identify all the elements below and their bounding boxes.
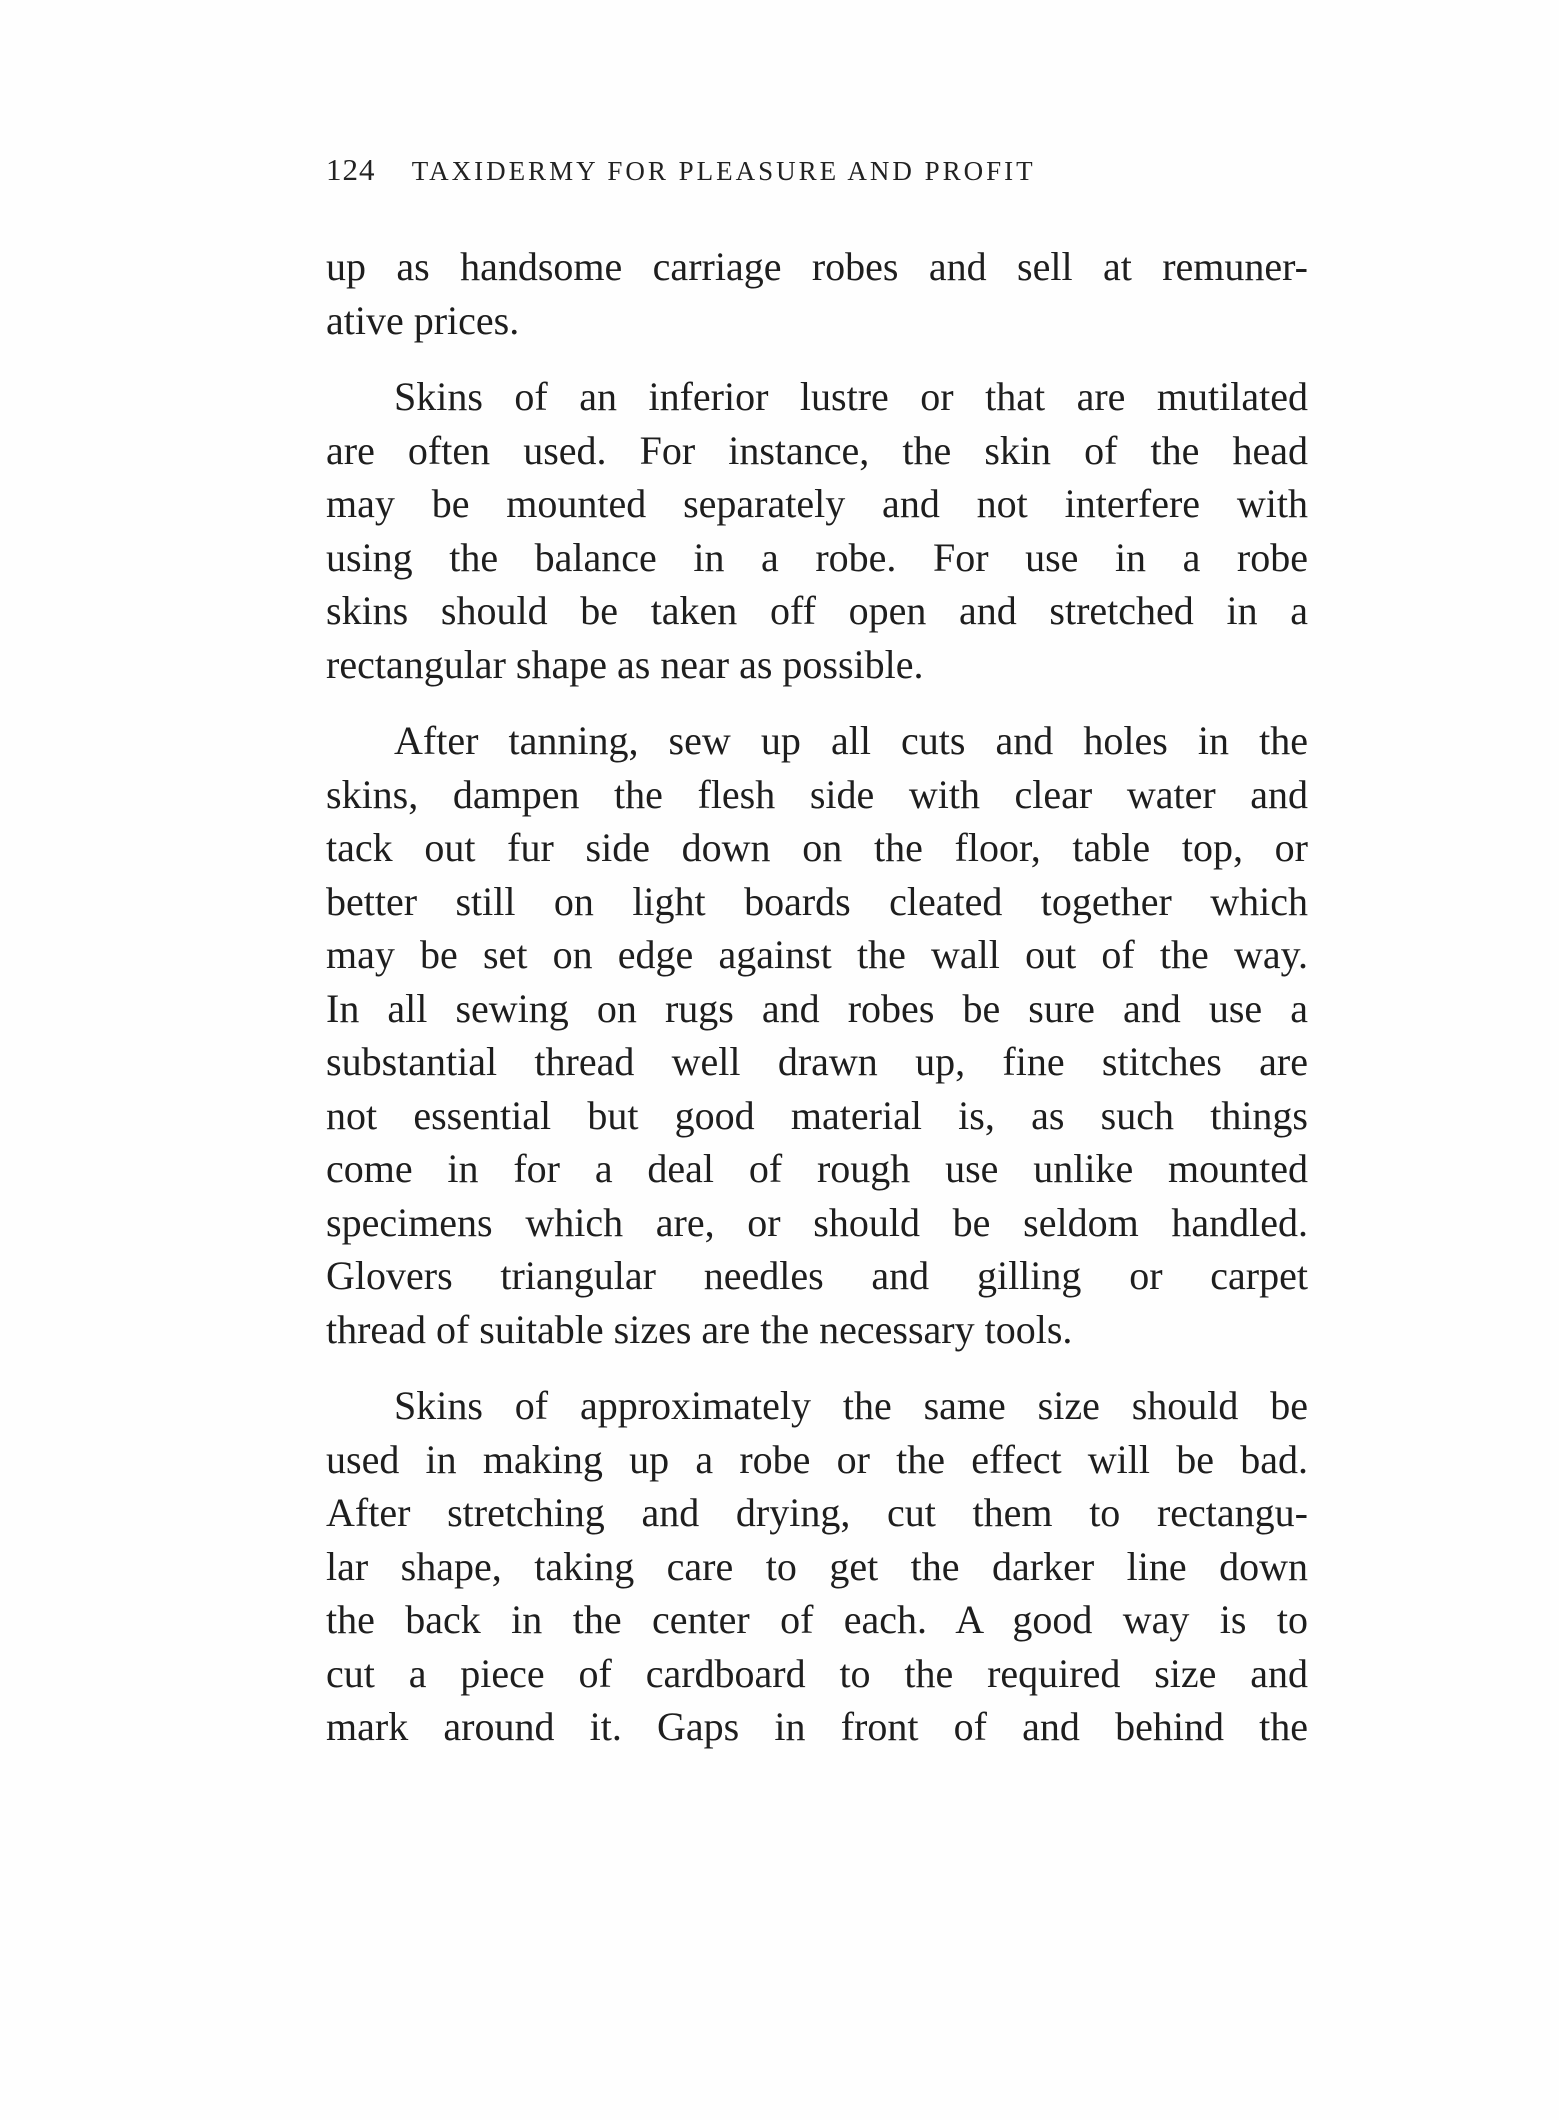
text-line: may be set on edge against the wall out of the way.: [326, 932, 1308, 977]
text-line: not essential but good material is, as such things: [326, 1092, 1308, 1138]
text-line: come in for a deal of rough use unlike mounted: [326, 1146, 1308, 1191]
text-line: are often used. For instance, the skin of the head: [326, 427, 1308, 473]
text-line: up as handsome carriage robes and sell at remuner-: [326, 244, 1308, 289]
text-line: Skins of an inferior lustre or that are mutilated: [394, 374, 1308, 419]
text-line: skins, dampen the flesh side with clear water and: [326, 771, 1308, 817]
body-text: [326, 240, 1308, 1754]
text-line: ative prices.: [326, 297, 520, 343]
text-line: better still on light boards cleated together which: [326, 878, 1308, 924]
paragraph: [326, 1379, 1308, 1754]
text-line: Glovers triangular needles and gilling or carpet: [326, 1253, 1308, 1298]
running-head: [326, 148, 1326, 192]
text-line: tack out fur side down on the floor, table top, or: [326, 825, 1308, 870]
text-line: Skins of approximately the same size should be: [394, 1383, 1308, 1428]
text-line: rectangular shape as near as possible.: [326, 641, 924, 687]
running-title: TAXIDERMY FOR PLEASURE AND PROFIT: [411, 156, 1036, 186]
text-line: cut a piece of cardboard to the required size and: [326, 1650, 1308, 1696]
text-line: the back in the center of each. A good way is to: [326, 1597, 1308, 1642]
paragraph: [326, 240, 1308, 347]
text-line: may be mounted separately and not interfere with: [326, 481, 1308, 526]
text-line: mark around it. Gaps in front of and behind the: [326, 1704, 1308, 1749]
text-line: skins should be taken off open and stretched in a: [326, 588, 1308, 633]
text-line: substantial thread well drawn up, fine stitches are: [326, 1039, 1308, 1084]
text-line: In all sewing on rugs and robes be sure and use a: [326, 985, 1308, 1031]
text-line: After tanning, sew up all cuts and holes in the: [394, 718, 1308, 763]
text-line: lar shape, taking care to get the darker line down: [326, 1543, 1308, 1589]
page-number: 124: [326, 152, 376, 187]
text-line: specimens which are, or should be seldom handled.: [326, 1199, 1308, 1245]
text-line: used in making up a robe or the effect will be bad.: [326, 1436, 1308, 1482]
paragraph: [326, 370, 1308, 691]
paragraph: [326, 714, 1308, 1356]
text-line: After stretching and drying, cut them to rectangu-: [326, 1490, 1308, 1535]
text-line: thread of suitable sizes are the necessary tools.: [326, 1306, 1073, 1352]
text-line: using the balance in a robe. For use in a robe: [326, 534, 1308, 580]
